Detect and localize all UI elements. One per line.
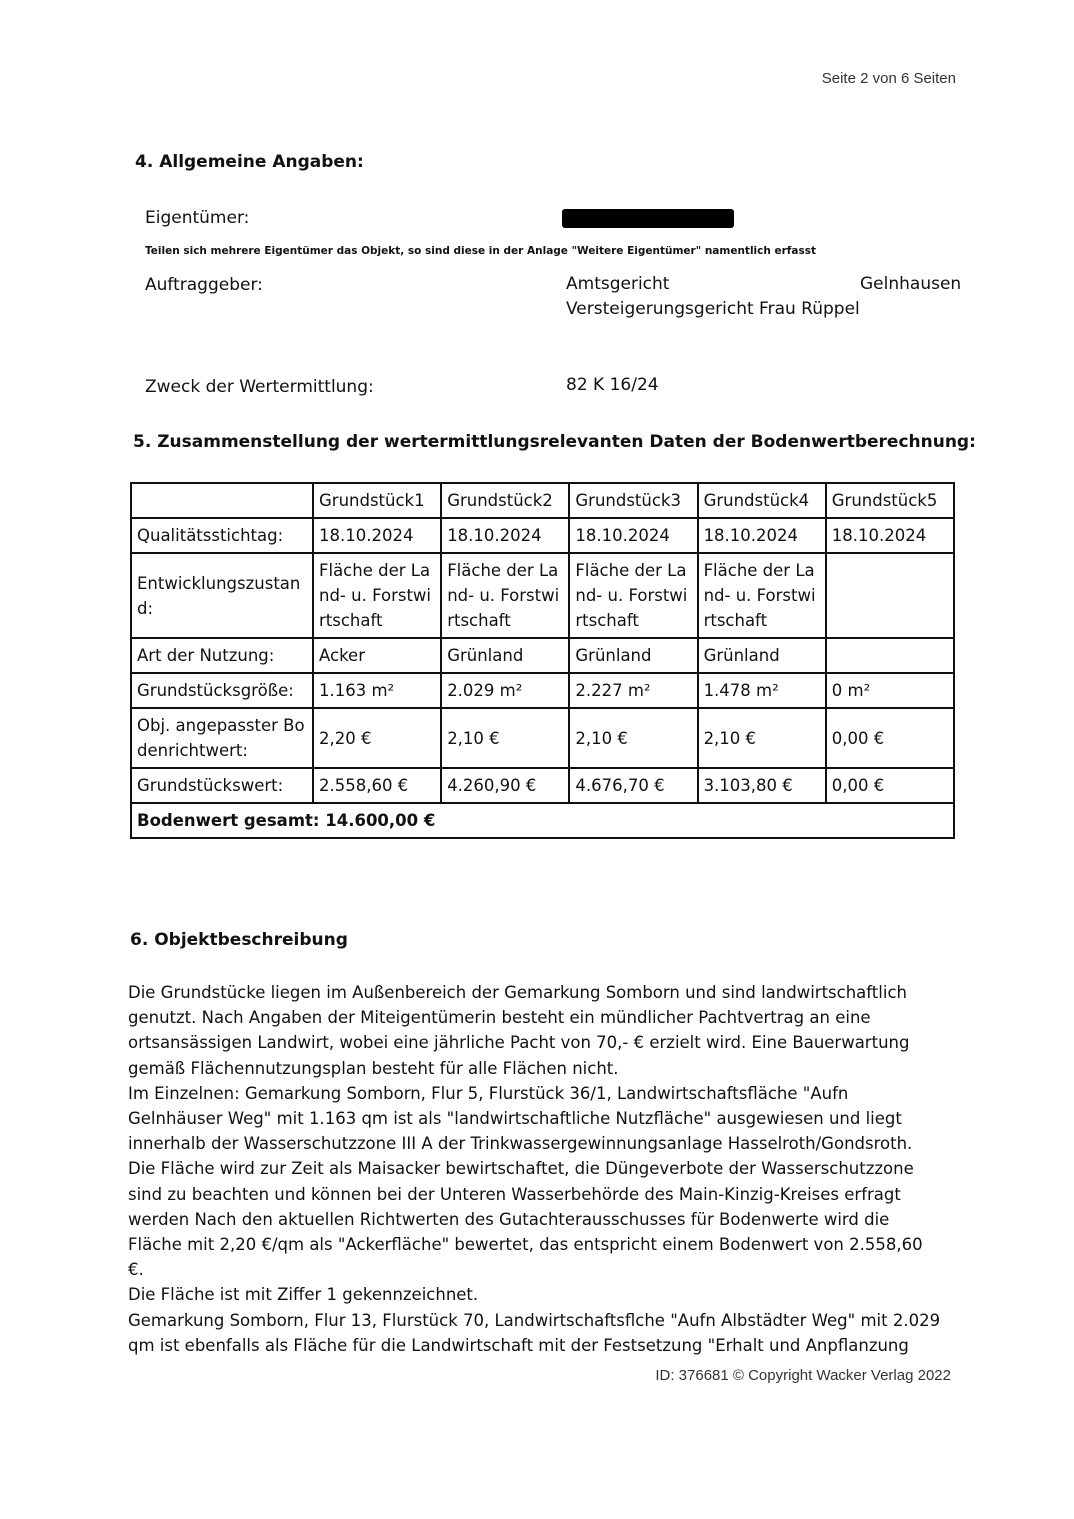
paragraph-line: sind zu beachten und können bei der Unteren Wasserbehörde des Main-Kinzig-Kreises erfragt	[128, 1184, 901, 1204]
column-header: Grundstück3	[569, 483, 697, 518]
table-row	[131, 638, 954, 673]
paragraph-line: genutzt. Nach Angaben der Miteigentümerin besteht ein mündlicher Pachtvertrag an eine	[128, 1008, 871, 1028]
table-cell: 18.10.2024	[826, 518, 954, 553]
paragraph-line: Gelnhäuser Weg" mit 1.163 qm ist als "landwirtschaftliche Nutzfläche" ausgewiesen und liegt	[128, 1109, 902, 1129]
table-cell	[826, 638, 954, 673]
row-label: Obj. angepasster Bodenrichtwert:	[131, 708, 313, 768]
paragraph-line: €.	[128, 1260, 144, 1280]
owner-label: Eigentümer:	[145, 208, 250, 228]
table-cell: 0,00 €	[826, 708, 954, 768]
table-cell: 4.260,90 €	[441, 768, 569, 803]
paragraph-line: Fläche mit 2,20 €/qm als "Ackerfläche" bewertet, das entspricht einem Bodenwert von 2.558,60	[128, 1235, 923, 1255]
column-header: Grundstück4	[698, 483, 826, 518]
table-cell: 18.10.2024	[698, 518, 826, 553]
table-cell: 18.10.2024	[569, 518, 697, 553]
table-cell: 3.103,80 €	[698, 768, 826, 803]
redaction-bar	[562, 209, 734, 228]
paragraph-line: gemäß Flächennutzungsplan besteht für alle Flächen nicht.	[128, 1058, 619, 1078]
table-cell: 0 m²	[826, 673, 954, 708]
table-cell: Grünland	[569, 638, 697, 673]
table-corner-cell	[131, 483, 313, 518]
table-cell: Acker	[313, 638, 441, 673]
paragraph-line: werden Nach den aktuellen Richtwerten des Gutachterausschusses für Bodenwerte wird die	[128, 1209, 890, 1229]
owner-note: Teilen sich mehrere Eigentümer das Objekt, so sind diese in der Anlage "Weitere Eigentümer" namentlich erfasst	[145, 245, 816, 257]
table-row	[131, 768, 954, 803]
paragraph-line: Die Grundstücke liegen im Außenbereich der Gemarkung Somborn und sind landwirtschaftlich	[128, 983, 907, 1002]
table-cell: 1.478 m²	[698, 673, 826, 708]
table-cell: Fläche der Land- u. Forstwirtschaft	[698, 553, 826, 638]
table-cell	[826, 553, 954, 638]
object-description	[128, 980, 958, 1358]
table-header-row	[131, 483, 954, 518]
client-name: Amtsgericht	[566, 274, 670, 294]
section5-title: 5. Zusammenstellung der wertermittlungsrelevanten Daten der Bodenwertberechnung:	[133, 432, 976, 452]
purpose-value: 82 K 16/24	[566, 375, 659, 395]
table-cell: Fläche der Land- u. Forstwirtschaft	[441, 553, 569, 638]
table-cell: 2,20 €	[313, 708, 441, 768]
row-label: Qualitätsstichtag:	[131, 518, 313, 553]
paragraph-line: Gemarkung Somborn, Flur 13, Flurstück 70, Landwirtschaftsflche "Aufn Albstädter Weg" mit 2.029	[128, 1310, 941, 1330]
table-cell: 2.558,60 €	[313, 768, 441, 803]
table-cell: Grünland	[698, 638, 826, 673]
total-land-value: Bodenwert gesamt: 14.600,00 €	[131, 803, 954, 838]
client-department: Versteigerungsgericht Frau Rüppel	[566, 299, 860, 319]
table-cell: 18.10.2024	[313, 518, 441, 553]
table-cell: Grünland	[441, 638, 569, 673]
table-row	[131, 673, 954, 708]
copyright-footer: ID: 376681 © Copyright Wacker Verlag 2022	[655, 1367, 951, 1384]
table-cell: Fläche der Land- u. Forstwirtschaft	[313, 553, 441, 638]
row-label: Grundstücksgröße:	[131, 673, 313, 708]
table-cell: 18.10.2024	[441, 518, 569, 553]
table-cell: 2,10 €	[698, 708, 826, 768]
paragraph-line: Die Fläche ist mit Ziffer 1 gekennzeichnet.	[128, 1285, 479, 1305]
page-number: Seite 2 von 6 Seiten	[821, 70, 956, 87]
row-label: Art der Nutzung:	[131, 638, 313, 673]
section6-title: 6. Objektbeschreibung	[130, 930, 348, 950]
table-cell: Fläche der Land- u. Forstwirtschaft	[569, 553, 697, 638]
paragraph-line: Die Fläche wird zur Zeit als Maisacker bewirtschaftet, die Düngeverbote der Wasserschutzzone	[128, 1159, 914, 1179]
paragraph-line: Im Einzelnen: Gemarkung Somborn, Flur 5, Flurstück 36/1, Landwirtschaftsfläche "Aufn	[128, 1083, 849, 1103]
land-value-table	[130, 482, 955, 839]
client-city: Gelnhausen	[860, 274, 962, 294]
column-header: Grundstück2	[441, 483, 569, 518]
paragraph-line: ortsansässigen Landwirt, wobei eine jährliche Pacht von 70,- € erzielt wird. Eine Bauerwartung	[128, 1033, 910, 1053]
paragraph-line: qm ist ebenfalls als Fläche für die Landwirtschaft mit der Festsetzung "Erhalt und Anpflanzung	[128, 1335, 909, 1355]
row-label: Entwicklungszustand:	[131, 553, 313, 638]
table-cell: 2,10 €	[569, 708, 697, 768]
column-header: Grundstück1	[313, 483, 441, 518]
table-row	[131, 708, 954, 768]
section4-title: 4. Allgemeine Angaben:	[135, 152, 364, 172]
client-label: Auftraggeber:	[145, 275, 263, 295]
table-cell: 2.227 m²	[569, 673, 697, 708]
table-row	[131, 553, 954, 638]
paragraph-line: innerhalb der Wasserschutzzone III A der Trinkwassergewinnungsanlage Hasselroth/Gondsroth.	[128, 1134, 913, 1154]
purpose-label: Zweck der Wertermittlung:	[145, 377, 374, 397]
table-cell: 2,10 €	[441, 708, 569, 768]
column-header: Grundstück5	[826, 483, 954, 518]
table-cell: 2.029 m²	[441, 673, 569, 708]
table-row	[131, 518, 954, 553]
table-cell: 0,00 €	[826, 768, 954, 803]
table-total-row	[131, 803, 954, 838]
table-cell: 4.676,70 €	[569, 768, 697, 803]
row-label: Grundstückswert:	[131, 768, 313, 803]
table-cell: 1.163 m²	[313, 673, 441, 708]
